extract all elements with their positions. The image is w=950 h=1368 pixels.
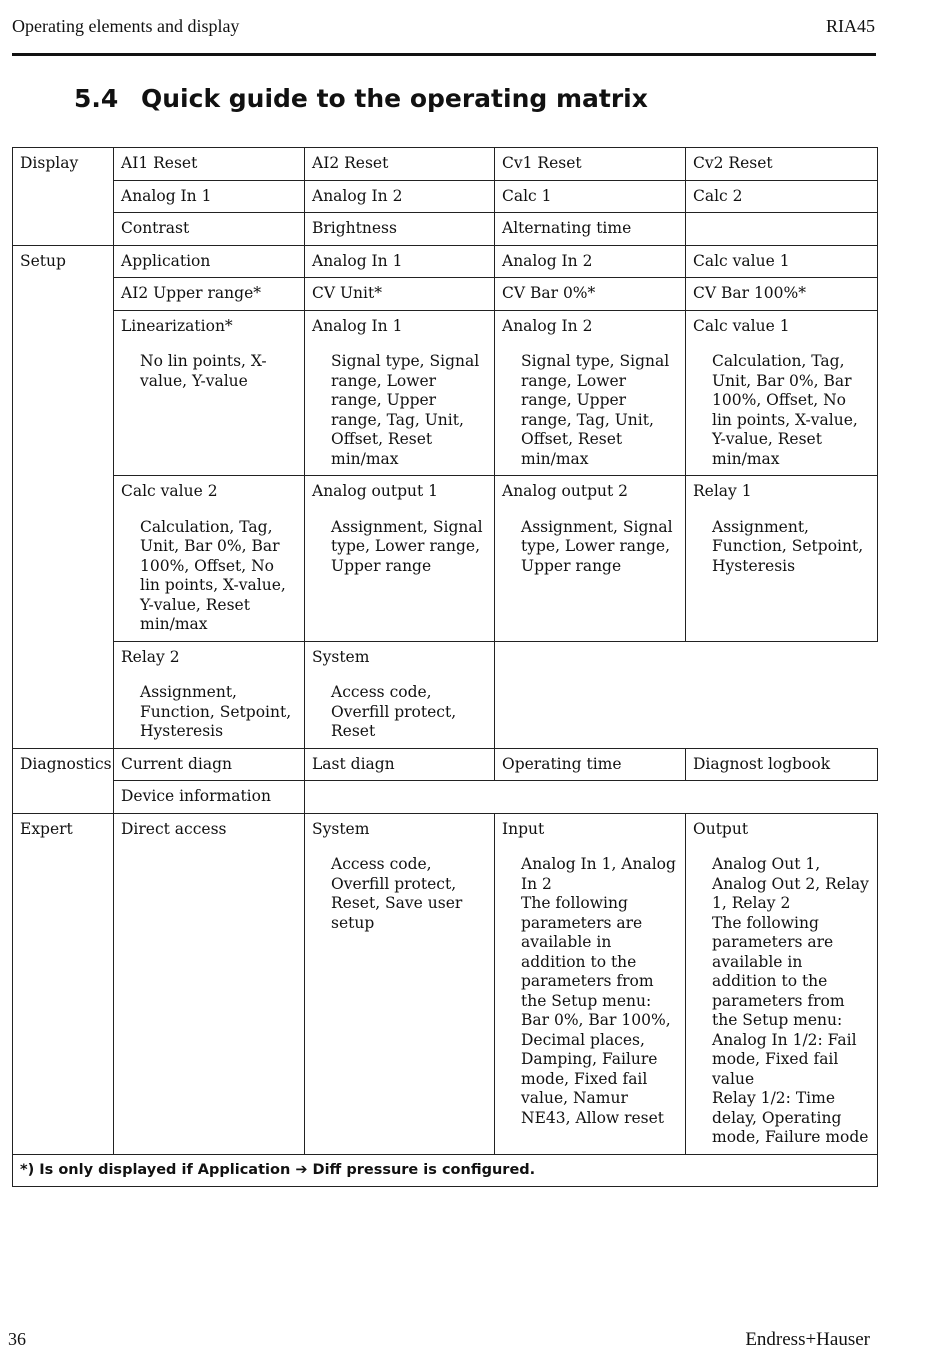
cell-detail: Calculation, Tag, Unit, Bar 0%, Bar 100%, Offset, No lin points, X-value, Y-value, Reset min/max [712,352,858,468]
cell-title: Calc value 1 [693,316,790,335]
section-title: Quick guide to the operating matrix [141,84,648,113]
cell-title: Analog In 1 [312,316,403,335]
matrix-cell: Last diagn [305,748,495,781]
matrix-cell: Calc value 1 [686,245,878,278]
cell-title: System [312,647,370,666]
matrix-cell: Cv2 Reset [686,148,878,181]
matrix-cell: CV Unit* [305,278,495,311]
matrix-cell [114,476,305,642]
table-row [13,813,878,1154]
cell-detail: Assignment, Function, Setpoint, Hysteresis [140,683,292,740]
matrix-cell: Direct access [114,813,305,1154]
matrix-cell [686,813,878,1154]
cell-title: Analog In 2 [502,316,593,335]
cell-title: Analog output 1 [312,482,439,500]
matrix-cell: CV Bar 0%* [495,278,686,311]
matrix-cell: Alternating time [495,213,686,246]
matrix-cell [305,813,495,1154]
matrix-cell: Analog In 1 [305,245,495,278]
category-setup: Setup [13,245,114,748]
running-header-product: RIA45 [826,16,875,36]
cell-title: Linearization* [121,316,233,335]
cell-detail [693,855,870,1148]
cell-title: Calc value 2 [121,482,218,500]
matrix-cell: Device information [114,781,305,814]
cell-detail-line: Analog In 1/2: Fail mode, Fixed fail value [712,1030,857,1088]
table-row [13,180,878,213]
cell-detail [502,855,678,1128]
cell-detail: No lin points, X-value, Y-value [140,352,267,390]
header-rule [12,53,876,56]
cell-title: System [312,819,370,838]
matrix-cell [305,310,495,476]
cell-title: Input [502,819,545,838]
matrix-cell: Application [114,245,305,278]
cell-detail-line: The following parameters are available in addition to the parameters from the Setup menu: [521,894,654,1010]
table-row [13,278,878,311]
page-number: 36 [8,1329,26,1349]
category-expert: Expert [13,813,114,1154]
cell-detail: Assignment, Signal type, Lower range, Upper range [331,517,483,575]
matrix-cell [495,476,686,642]
table-row [13,476,878,642]
matrix-cell [305,476,495,642]
matrix-cell: AI2 Reset [305,148,495,181]
matrix-cell: Analog In 2 [305,180,495,213]
cell-detail-line: The following parameters are available in addition to the parameters from the Setup menu: [712,913,845,1029]
cell-detail: Calculation, Tag, Unit, Bar 0%, Bar 100%, Offset, No lin points, X-value, Y-value, Reset min/max [140,517,286,633]
cell-title: Relay 2 [121,647,180,666]
table-row [13,781,878,814]
matrix-cell: Diagnost logbook [686,748,878,781]
table-row [13,245,878,278]
table-row [13,213,878,246]
matrix-cell [114,641,305,748]
brand-name: Endress+Hauser [745,1329,870,1350]
matrix-cell: Operating time [495,748,686,781]
footnote: *) Is only displayed if Application ➔ Diff pressure is configured. [13,1154,878,1187]
table-row [13,641,878,748]
cell-detail: Signal type, Signal range, Lower range, Upper range, Tag, Unit, Offset, Reset min/max [521,352,670,468]
matrix-cell-empty [495,641,878,748]
cell-detail-line: Bar 0%, Bar 100%, Decimal places, Damping, Failure mode, Fixed fail value, Namur NE43, Allow reset [521,1011,671,1127]
table-row [13,148,878,181]
cell-title: Output [693,819,749,838]
cell-detail-line: Relay 1/2: Time delay, Operating mode, Failure mode [712,1089,869,1146]
cell-detail: Access code, Overfill protect, Reset, Save user setup [331,855,463,932]
category-display: Display [13,148,114,246]
matrix-cell: Calc 2 [686,180,878,213]
category-diagnostics: Diagnostics [13,748,114,813]
table-row [13,748,878,781]
running-header-section: Operating elements and display [12,16,240,36]
matrix-cell: Cv1 Reset [495,148,686,181]
matrix-cell [495,813,686,1154]
matrix-cell: Analog In 1 [114,180,305,213]
cell-detail: Assignment, Function, Setpoint, Hysteresis [712,517,864,575]
section-heading [74,84,648,113]
cell-detail-line: Analog In 1, Analog In 2 [521,855,676,893]
matrix-cell [686,476,878,642]
matrix-cell: AI1 Reset [114,148,305,181]
matrix-cell: Calc 1 [495,180,686,213]
matrix-cell: Brightness [305,213,495,246]
cell-detail: Signal type, Signal range, Lower range, Upper range, Tag, Unit, Offset, Reset min/max [331,352,480,468]
cell-detail-line: Analog Out 1, Analog Out 2, Relay 1, Relay 2 [712,855,869,912]
matrix-cell-empty [305,781,878,814]
matrix-cell [495,310,686,476]
matrix-cell [686,310,878,476]
cell-detail: Assignment, Signal type, Lower range, Upper range [521,517,673,575]
matrix-cell [114,310,305,476]
cell-title: Analog output 2 [502,482,629,500]
matrix-cell: Contrast [114,213,305,246]
operating-matrix-table [12,147,878,1187]
matrix-cell: Analog In 2 [495,245,686,278]
matrix-cell: AI2 Upper range* [114,278,305,311]
matrix-cell [305,641,495,748]
table-row [13,310,878,476]
section-number: 5.4 [74,84,119,113]
matrix-cell: Current diagn [114,748,305,781]
table-row [13,1154,878,1187]
cell-detail: Access code, Overfill protect, Reset [331,683,457,740]
matrix-cell-empty [686,213,878,246]
cell-title: Relay 1 [693,482,752,500]
matrix-cell: CV Bar 100%* [686,278,878,311]
